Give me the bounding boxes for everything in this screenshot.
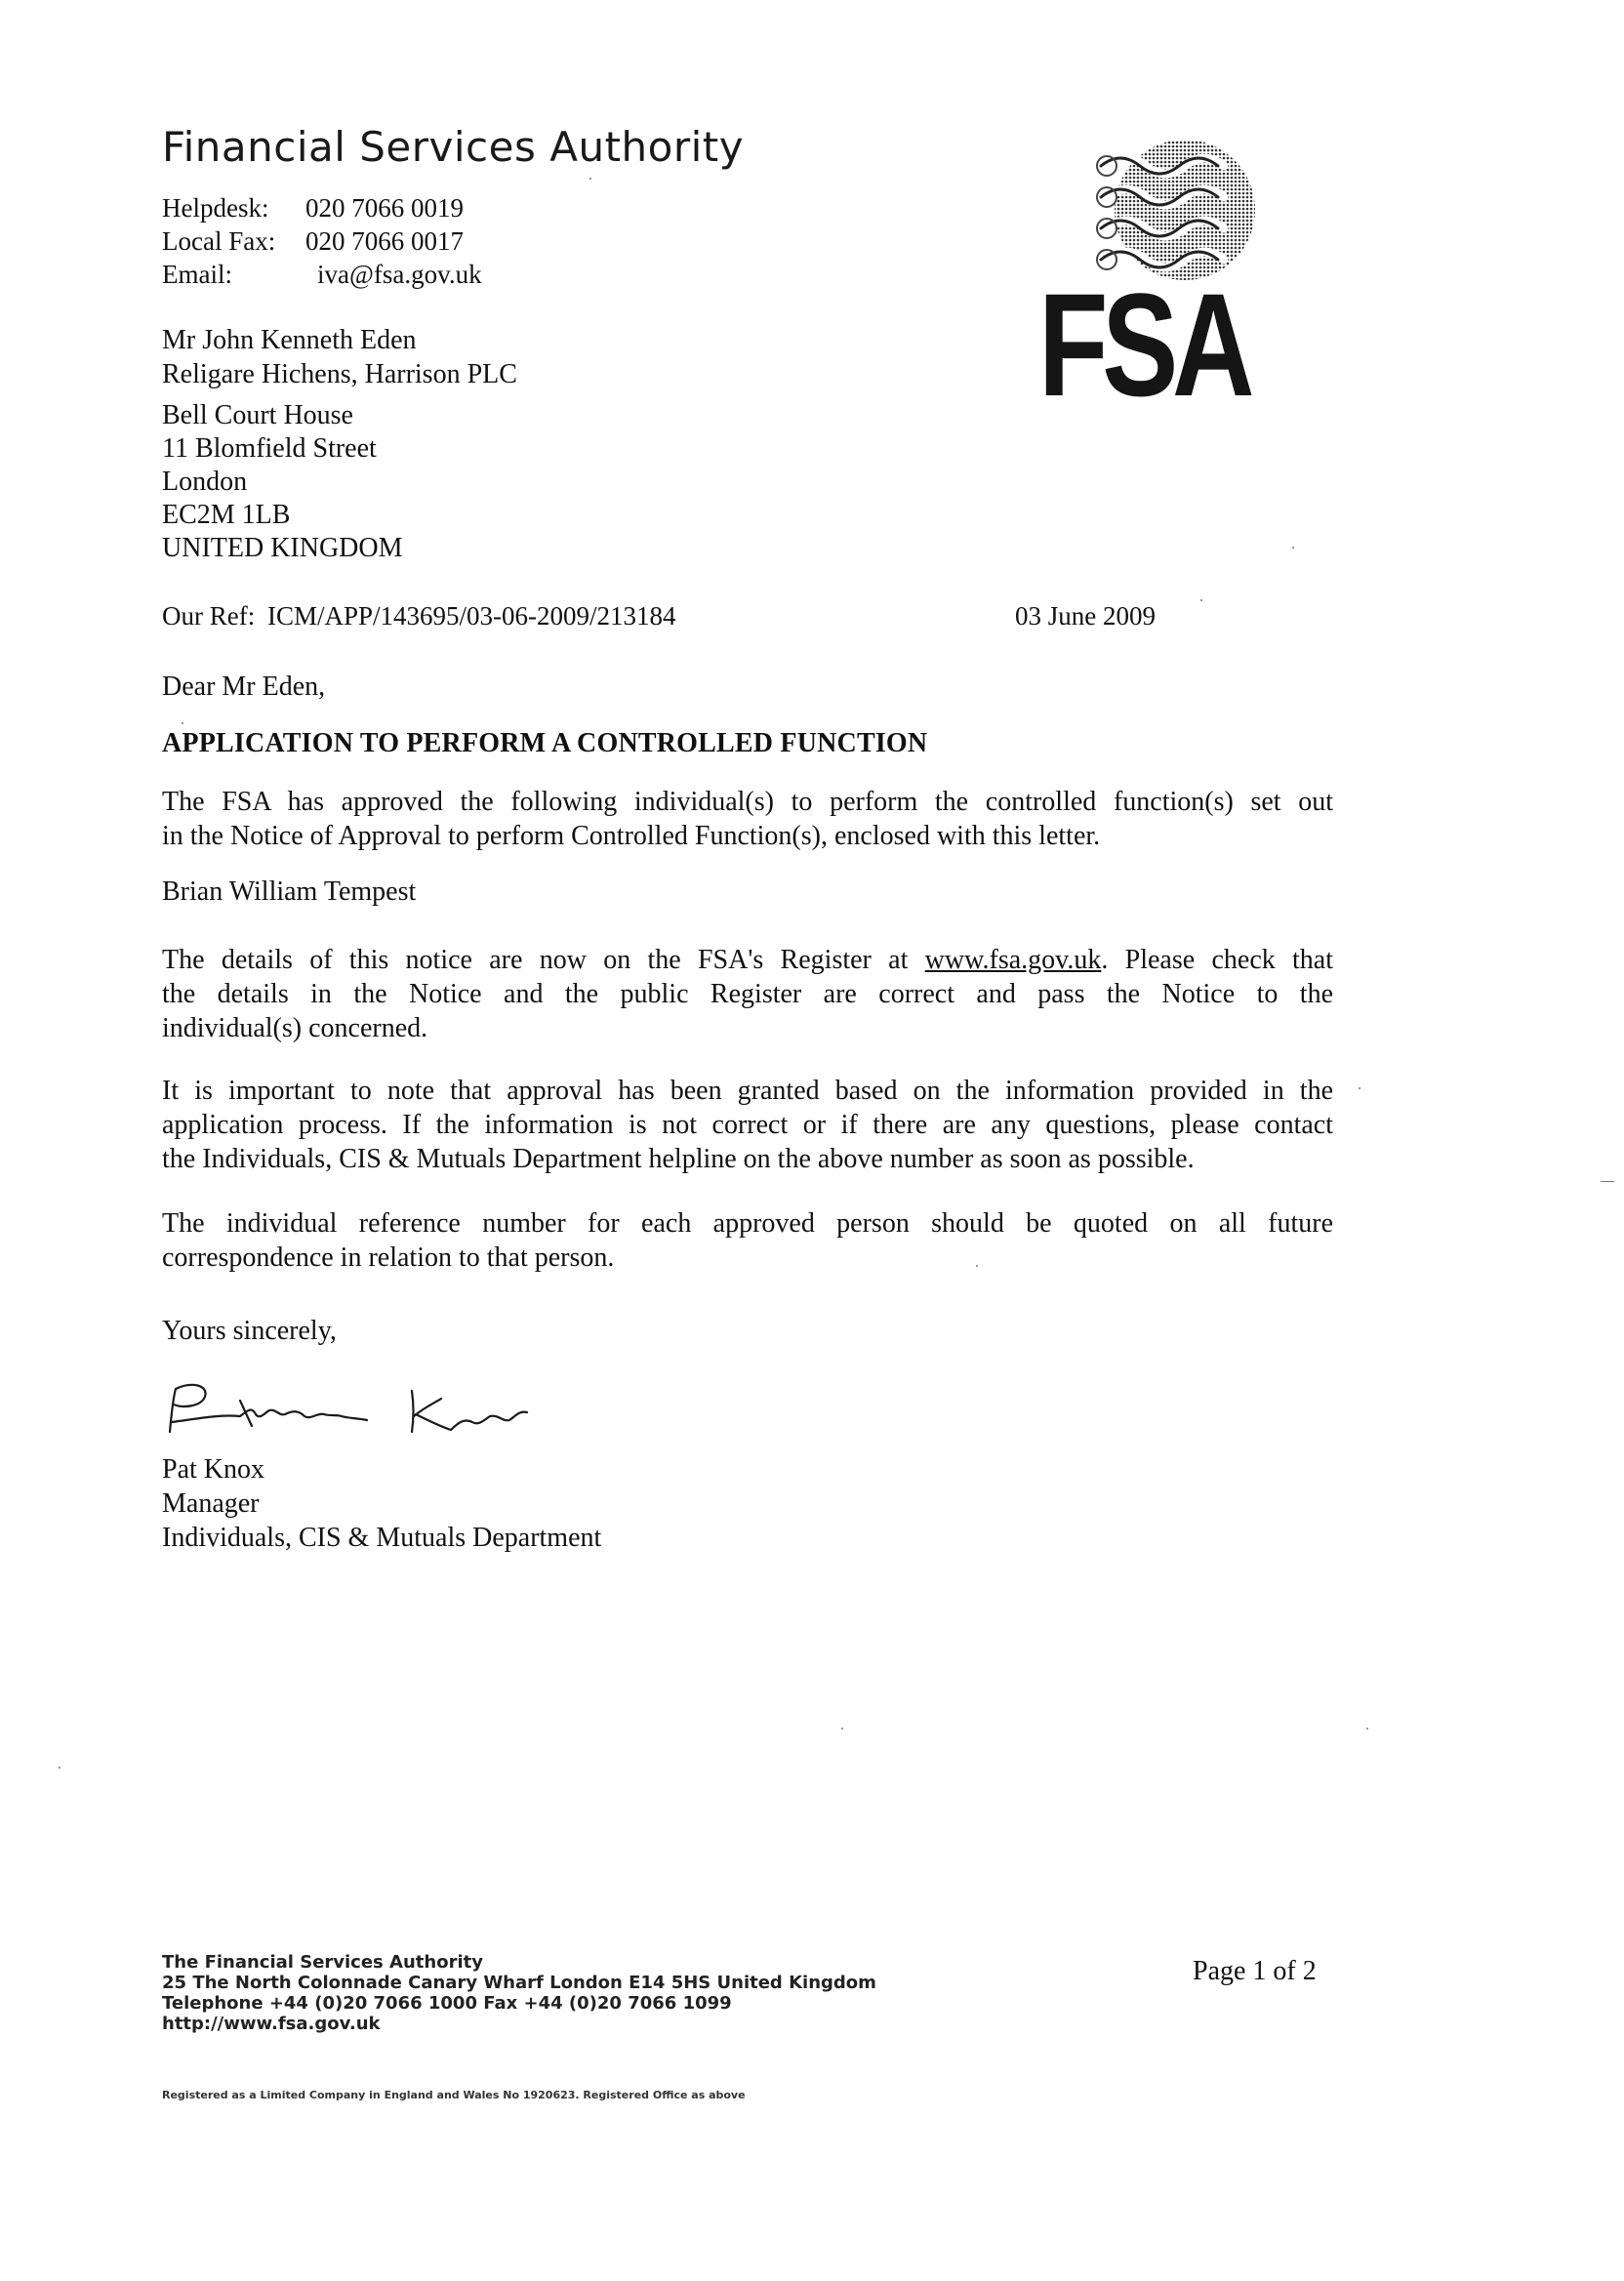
recipient-building: Bell Court House (162, 400, 353, 430)
scan-speck (59, 1767, 61, 1769)
scan-speck (182, 722, 183, 724)
salutation: Dear Mr Eden, (162, 672, 326, 702)
fsa-logo (1038, 137, 1273, 427)
reference-value: ICM/APP/143695/03-06-2009/213184 (266, 601, 676, 631)
paragraph-line: the details in the Notice and the public Register are correct and pass the Notice to the (162, 979, 1333, 1009)
paragraph-reference-number (162, 1206, 1333, 1275)
recipient-postcode: EC2M 1LB (162, 500, 291, 530)
paragraph-line: The FSA has approved the following individual(s) to perform the controlled function(s) set out (162, 787, 1333, 817)
paragraph-approval (162, 785, 1333, 853)
individual-name: Brian William Tempest (162, 876, 417, 907)
signatory-title: Manager (162, 1488, 260, 1519)
register-text-end: . Please check that (1101, 945, 1334, 975)
scan-speck (589, 178, 591, 180)
helpdesk-number: 020 7066 0019 (305, 193, 464, 223)
paragraph-line (162, 943, 1333, 977)
fax-number: 020 7066 0017 (305, 226, 464, 256)
registration-notice: Registered as a Limited Company in England and Wales No 1920623. Registered Office as above (162, 2089, 746, 2101)
recipient-street: 11 Blomfield Street (162, 433, 377, 464)
scan-speck (1292, 547, 1294, 549)
paragraph-line: in the Notice of Approval to perform Controlled Function(s), enclosed with this letter. (162, 821, 1101, 851)
footer-phone: Telephone +44 (0)20 7066 1000 Fax +44 (0)20 7066 1099 (162, 1993, 732, 2014)
organization-name: Financial Services Authority (162, 123, 745, 171)
reference-label: Our Ref: (162, 601, 256, 631)
recipient-company: Religare Hichens, Harrison PLC (162, 359, 517, 389)
handwritten-signature (162, 1371, 552, 1449)
helpdesk-label: Helpdesk: (162, 193, 269, 223)
paragraph-line: the Individuals, CIS & Mutuals Department helpline on the above number as soon as possible. (162, 1144, 1195, 1174)
helpdesk-row (162, 193, 464, 224)
paragraph-line: individual(s) concerned. (162, 1013, 428, 1043)
email-row (162, 260, 482, 290)
scan-mark (1601, 1181, 1614, 1182)
recipient-country: UNITED KINGDOM (162, 533, 403, 563)
signatory-department: Individuals, CIS & Mutuals Department (162, 1523, 602, 1553)
email-label: Email: (162, 260, 232, 289)
closing: Yours sincerely, (162, 1316, 337, 1346)
letter-date: 03 June 2009 (1015, 601, 1156, 631)
footer-org: The Financial Services Authority (162, 1952, 483, 1973)
page-number: Page 1 of 2 (1193, 1956, 1317, 1986)
fax-label: Local Fax: (162, 226, 276, 256)
scan-speck (1359, 1087, 1360, 1089)
scan-speck (1366, 1728, 1368, 1730)
signatory-name: Pat Knox (162, 1454, 264, 1485)
footer-address (162, 1952, 876, 2034)
fsa-logo-text: FSA (1038, 263, 1249, 427)
footer-website[interactable]: http://www.fsa.gov.uk (162, 2014, 381, 2034)
scan-speck (976, 1265, 978, 1267)
scan-speck (841, 1728, 843, 1730)
paragraph-register (162, 943, 1333, 1045)
recipient-name: Mr John Kenneth Eden (162, 325, 417, 355)
fsa-website-link[interactable]: www.fsa.gov.uk (924, 945, 1102, 975)
paragraph-line: The individual reference number for each approved person should be quoted on all future (162, 1208, 1333, 1239)
reference-line (162, 601, 676, 631)
paragraph-important-note (162, 1074, 1333, 1176)
email-address: iva@fsa.gov.uk (317, 260, 482, 289)
fax-row (162, 226, 464, 257)
paragraph-line: It is important to note that approval has been granted based on the information provided in the (162, 1076, 1333, 1106)
register-text: The details of this notice are now on the FSA's Register at (162, 945, 909, 975)
footer-street: 25 The North Colonnade Canary Wharf London E14 5HS United Kingdom (162, 1973, 876, 1993)
fsa-logo-emblem (1038, 137, 1273, 283)
recipient-city: London (162, 467, 248, 497)
scan-speck (1200, 599, 1202, 601)
letter-subject: APPLICATION TO PERFORM A CONTROLLED FUNCTION (162, 728, 928, 758)
paragraph-line: correspondence in relation to that person. (162, 1242, 615, 1273)
paragraph-line: application process. If the information is not correct or if there are any questions, please contact (162, 1110, 1333, 1140)
approved-individual (162, 875, 1333, 909)
